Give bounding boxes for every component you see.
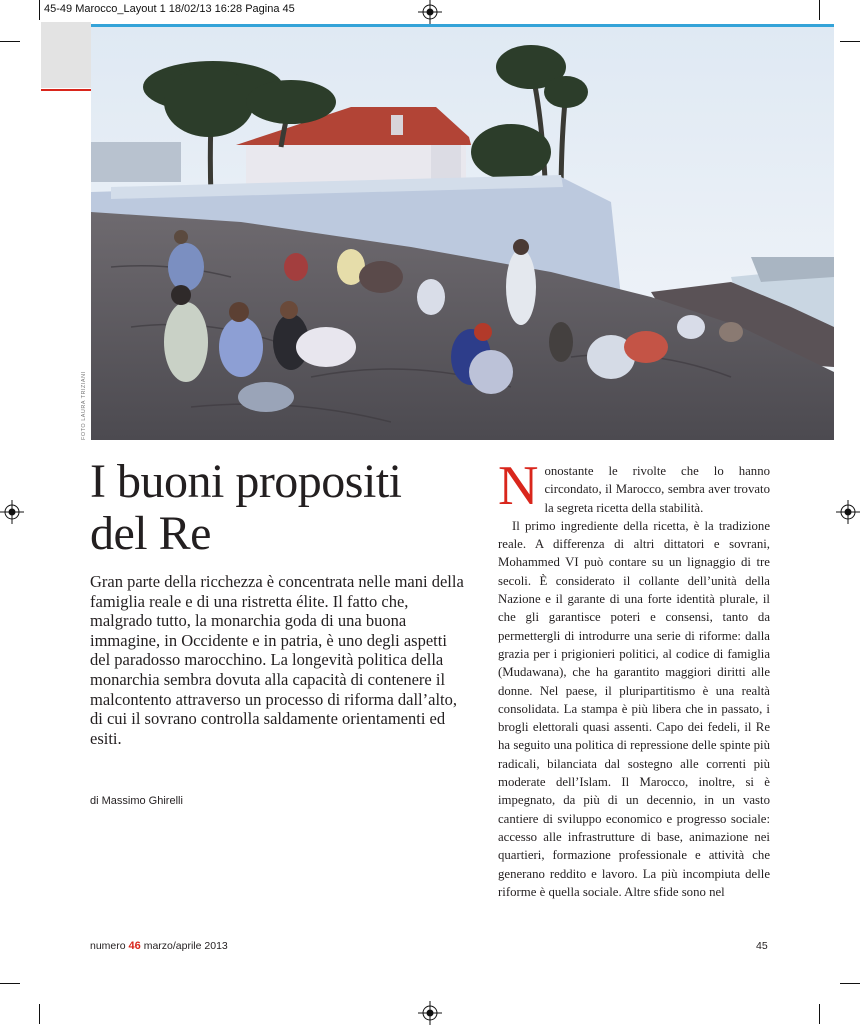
registration-mark-icon bbox=[418, 1001, 442, 1025]
printer-slug: 45-49 Marocco_Layout 1 18/02/13 16:28 Pagina 45 bbox=[44, 3, 295, 15]
section-tab bbox=[41, 22, 91, 88]
crop-mark-top-left-h bbox=[0, 41, 20, 42]
body-paragraph-1-text: onostante le rivolte che lo hanno circondato, il Marocco, sembra aver trovato la segreta ricetta della stabilità. bbox=[544, 464, 770, 515]
page-number: 45 bbox=[756, 940, 768, 952]
issue-date: marzo/aprile 2013 bbox=[143, 940, 228, 952]
photo-credit bbox=[81, 371, 89, 440]
crop-mark-bottom-left-h bbox=[0, 983, 20, 984]
body-paragraph-1 bbox=[498, 455, 770, 517]
crop-mark-top-right-h bbox=[840, 41, 860, 42]
photo-illustration bbox=[91, 27, 834, 440]
headline-line-2: del Re bbox=[90, 507, 211, 560]
accent-rule bbox=[41, 89, 91, 91]
crop-mark-top-left bbox=[39, 0, 40, 20]
crop-mark-bottom-right bbox=[819, 1004, 820, 1024]
body-paragraph-2: Il primo ingrediente della ricetta, è la tradizione reale. A differenza di altri dittatori e sovrani, Mohammed VI può contare su un lignaggio di tre secoli. È considerato il collante dell’unità della Nazione e il garante di una forte identità plurale, il che gli garantisce poteri e consensi, tanto da permettergli di introdurre una serie di riforme: dalla grazia per i prigionieri politici, al codice di famiglia (Mudawana), che ha garantito maggiori diritti alle donne. Nel paese, il pluripartitismo è una realtà consolidata. La stampa è più libera che in passato, i brogli elettorali quasi assenti. Capo dei fedeli, il Re ha seguito una politica di repressione delle spinte più radicali, bilanciata dal sostegno alle correnti più moderate dell’Islam. Il Marocco, inoltre, si è impegnato, da più di un decennio, in un vasto cantiere di sviluppo economico e progresso sociale: accesso alle infrastrutture di base, animazione nei quartieri, formazione professionale e attività che generano reddito e lavoro. La più incompiuta delle riforme è quella sociale. Altre sfide sono nel bbox=[498, 518, 770, 899]
registration-mark-icon bbox=[0, 500, 24, 524]
crop-mark-bottom-right-h bbox=[840, 983, 860, 984]
crop-mark-bottom-left bbox=[39, 1004, 40, 1024]
folio-issue bbox=[90, 940, 228, 952]
folio-prefix: numero bbox=[90, 940, 126, 952]
headline bbox=[90, 456, 470, 560]
body-text bbox=[498, 455, 770, 901]
lede-paragraph: Gran parte della ricchezza è concentrata nelle mani della famiglia reale e di una ristretta élite. Il fatto che, malgrado tutto, la monarchia goda di una buona immagine, in Occidente e in patria, è uno degli aspetti del paradosso marocchino. La longevità politica della monarchia sembra dovuta alla capacità di contenere il malcontento attraverso un processo di riforma dall’alto, di cui il sovrano controlla saldamente orientamenti ed esiti. bbox=[90, 572, 464, 748]
crop-mark-top-right bbox=[819, 0, 820, 20]
registration-mark-icon bbox=[418, 0, 442, 24]
photo-credit-text: FOTO LAURA TRIZIANI bbox=[81, 371, 87, 440]
photo bbox=[91, 27, 834, 440]
registration-mark-icon bbox=[836, 500, 860, 524]
byline: di Massimo Ghirelli bbox=[90, 795, 183, 807]
headline-line-1: I buoni propositi bbox=[90, 455, 402, 508]
drop-cap: N bbox=[498, 455, 539, 517]
issue-number: 46 bbox=[128, 940, 141, 952]
